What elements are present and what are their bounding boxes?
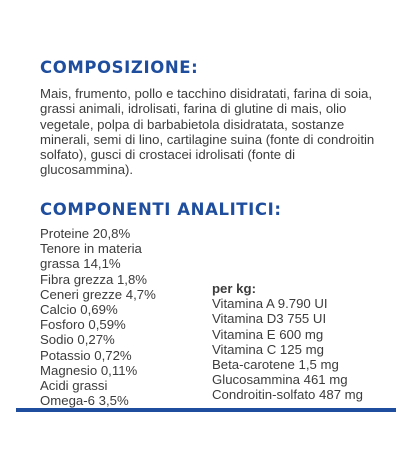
additive-line: Condroitin-solfato 487 mg <box>212 387 364 403</box>
analytical-line: grassa 14,1% <box>40 256 121 272</box>
composition-heading: COMPOSIZIONE: <box>40 58 199 77</box>
analytical-heading: COMPONENTI ANALITICI: <box>40 200 282 219</box>
analytical-line: Acidi grassi <box>40 378 108 394</box>
additive-line: Beta-carotene 1,5 mg <box>212 357 339 373</box>
analytical-line: Potassio 0,72% <box>40 347 132 363</box>
analytical-line: Magnesio 0,11% <box>40 362 138 378</box>
additive-line: Vitamina E 600 mg <box>212 326 324 342</box>
bottom-divider <box>16 408 396 412</box>
additive-line: Vitamina C 125 mg <box>212 341 324 357</box>
analytical-line: Ceneri grezze 4,7% <box>40 286 156 302</box>
analytical-line: Fibra grezza 1,8% <box>40 271 148 287</box>
composition-text: Mais, frumento, pollo e tacchino disidratati, farina di soia, grassi animali, idrolisati, farina di glutine di mais, olio vegetale, polpa di barbabietola disidratata, sostanze minerali, semi di lino, cartilagine suina (fonte di condroitin solfato), gusci di crostacei idrolisati (fonte di glucosammina). <box>40 86 375 178</box>
analytical-line: Tenore in materia <box>40 241 142 257</box>
analytical-line: Omega-6 3,5% <box>40 393 129 409</box>
additive-line: Glucosammina 461 mg <box>212 372 348 388</box>
additive-line: Vitamina A 9.790 UI <box>212 296 328 312</box>
analytical-left-column <box>40 226 200 408</box>
analytical-line: Sodio 0,27% <box>40 332 115 348</box>
analytical-right-column <box>212 281 412 403</box>
analytical-line: Fosforo 0,59% <box>40 317 126 333</box>
per-kg-label: per kg: <box>212 281 256 296</box>
additive-line: Vitamina D3 755 UI <box>212 311 327 327</box>
analytical-line: Calcio 0,69% <box>40 302 118 318</box>
analytical-line: Proteine 20,8% <box>40 226 131 241</box>
